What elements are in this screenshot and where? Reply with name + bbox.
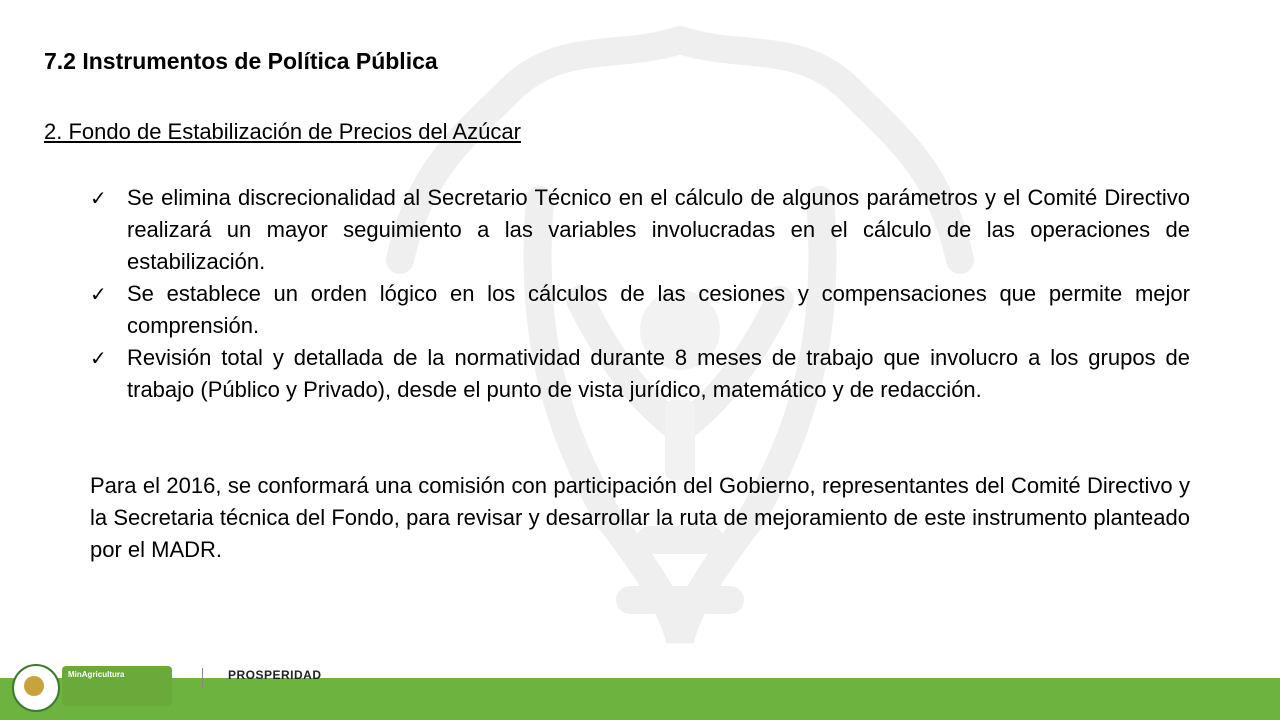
minag-logo-text: MinAgricultura (68, 670, 125, 679)
slide-title: 7.2 Instrumentos de Política Pública (44, 48, 438, 74)
minagricultura-logo (62, 666, 172, 706)
bullet-text: Revisión total y detallada de la normatividad durante 8 meses de trabajo que involucro a los grupos de trabajo (Público y Privado), desde el punto de vista jurídico, matemático y de redacción. (127, 345, 1190, 402)
bullet-item (90, 182, 1190, 278)
bullet-item (90, 342, 1190, 406)
checkmark-icon: ✓ (90, 282, 107, 306)
bullet-item (90, 278, 1190, 342)
logo-divider (202, 668, 203, 688)
government-seal-icon (12, 664, 60, 712)
slide-subtitle: 2. Fondo de Estabilización de Precios del Azúcar (44, 119, 521, 144)
bullet-text: Se establece un orden lógico en los cálculos de las cesiones y compensaciones que permite mejor comprensión. (127, 281, 1190, 338)
checkmark-icon: ✓ (90, 186, 107, 210)
bullet-list (90, 182, 1190, 406)
bullet-text: Se elimina discrecionalidad al Secretario Técnico en el cálculo de algunos parámetros y el Comité Directivo realizará un mayor seguimiento a las variables involucradas en el cálculo de las operaciones de estabilización. (127, 185, 1190, 274)
prosperidad-logo-text: PROSPERIDAD (228, 668, 322, 682)
checkmark-icon: ✓ (90, 346, 107, 370)
prosperidad-logo (228, 668, 322, 682)
footer-bar (0, 678, 1280, 720)
closing-paragraph: Para el 2016, se conformará una comisión con participación del Gobierno, representantes del Comité Directivo y la Secretaria técnica del Fondo, para revisar y desarrollar la ruta de mejoramiento de este instrumento planteado por el MADR. (90, 473, 1190, 562)
